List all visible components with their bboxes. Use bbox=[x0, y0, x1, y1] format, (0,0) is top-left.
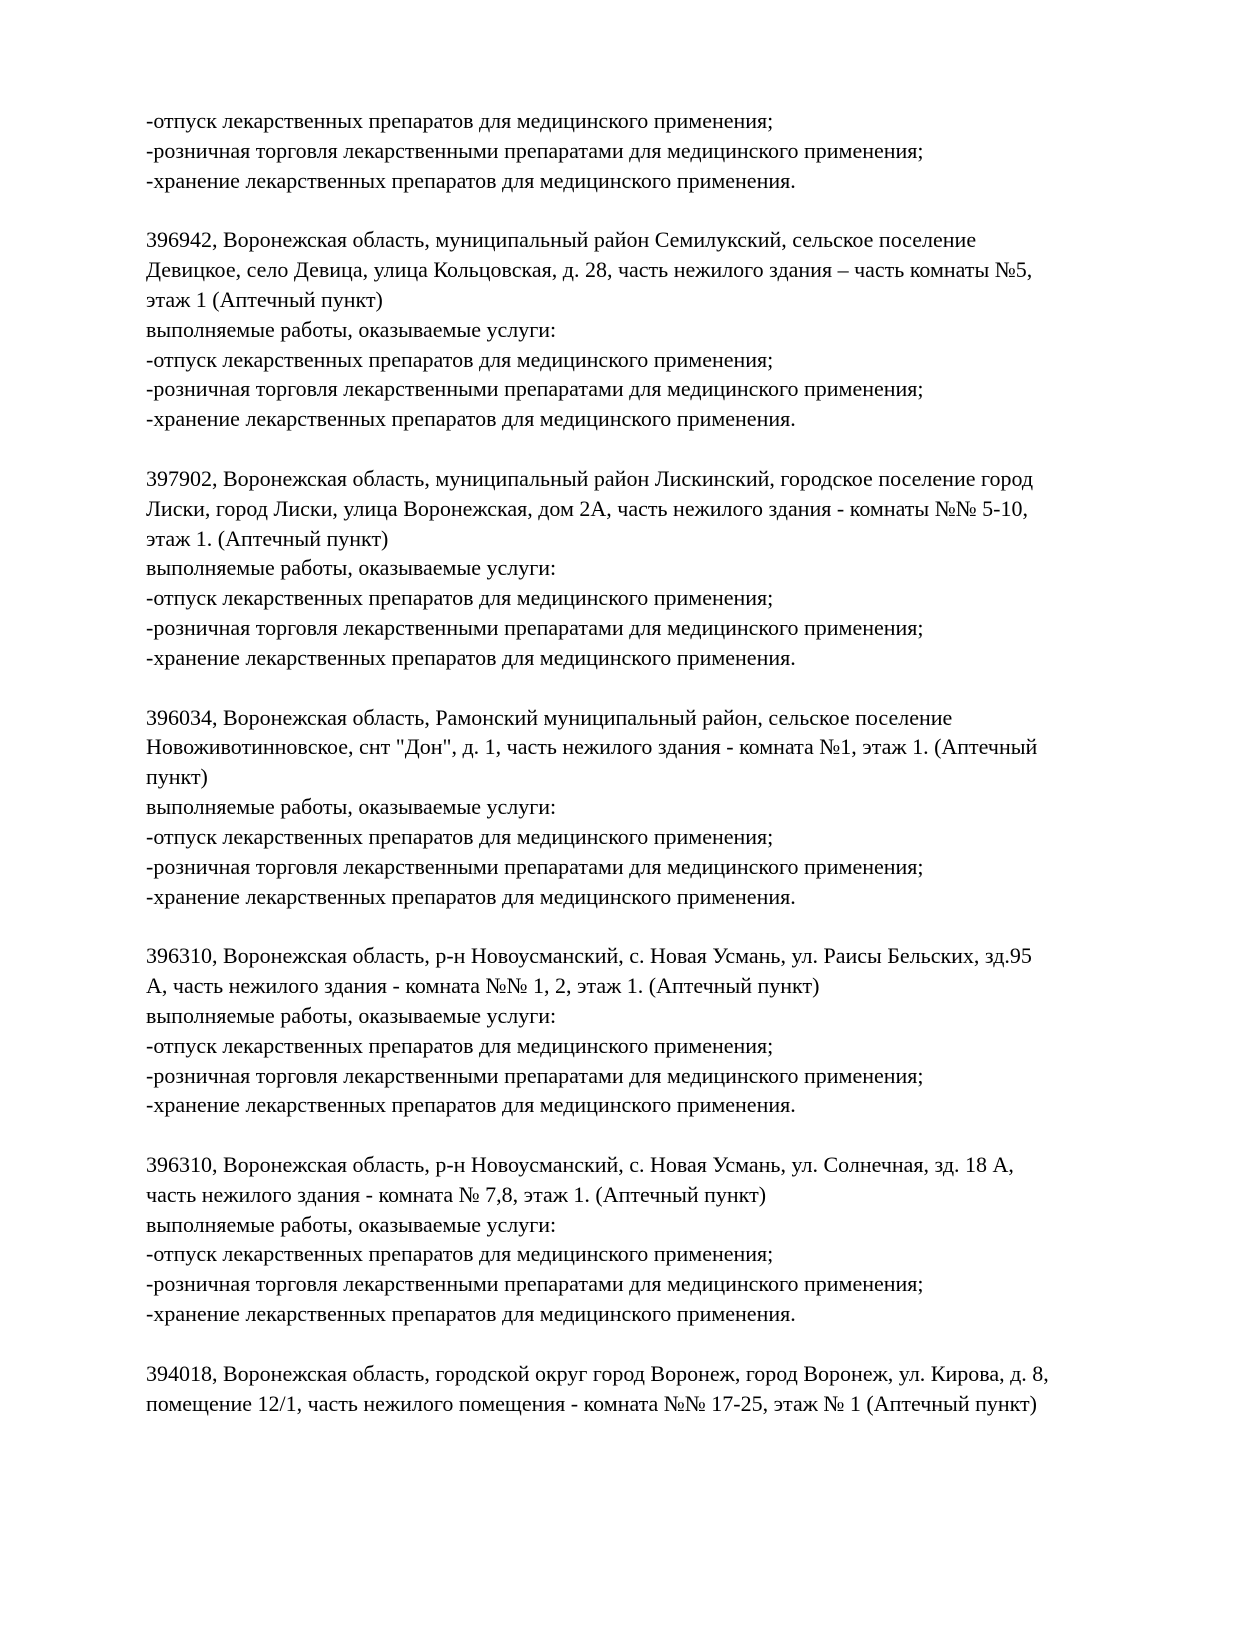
service-line: -хранение лекарственных препаратов для медицинского применения. bbox=[146, 644, 796, 670]
services-heading: выполняемые работы, оказываемые услуги: bbox=[146, 555, 557, 581]
service-line: -розничная торговля лекарственными препаратами для медицинского применения; bbox=[146, 1271, 924, 1297]
address-line: 396034, Воронежская область, Рамонский муниципальный район, сельское поселение bbox=[146, 704, 953, 730]
service-line: -отпуск лекарственных препаратов для медицинского применения; bbox=[146, 585, 774, 611]
address-line: часть нежилого здания - комната № 7,8, этаж 1. (Аптечный пункт) bbox=[146, 1181, 767, 1207]
service-line: -хранение лекарственных препаратов для медицинского применения. bbox=[146, 1301, 796, 1327]
service-line: -отпуск лекарственных препаратов для медицинского применения; bbox=[146, 823, 774, 849]
service-line: -отпуск лекарственных препаратов для медицинского применения; bbox=[146, 108, 774, 133]
services-heading: выполняемые работы, оказываемые услуги: bbox=[146, 1002, 557, 1028]
service-line: -розничная торговля лекарственными препаратами для медицинского применения; bbox=[146, 853, 924, 879]
service-line: -отпуск лекарственных препаратов для медицинского применения; bbox=[146, 1032, 774, 1058]
address-line: Девицкое, село Девица, улица Кольцовская, д. 28, часть нежилого здания – часть комнаты №5, bbox=[146, 257, 1033, 283]
services-heading: выполняемые работы, оказываемые услуги: bbox=[146, 1211, 557, 1237]
address-line: этаж 1 (Аптечный пункт) bbox=[146, 286, 383, 312]
service-line: -отпуск лекарственных препаратов для медицинского применения; bbox=[146, 1241, 774, 1267]
address-line: 396310, Воронежская область, р-н Новоусманский, с. Новая Усмань, ул. Солнечная, зд. 18 А, bbox=[146, 1151, 1014, 1177]
services-heading: выполняемые работы, оказываемые услуги: bbox=[146, 794, 557, 820]
address-block-liski bbox=[146, 464, 1206, 673]
address-block-ramon bbox=[146, 703, 1206, 912]
address-line: Новоживотинновское, снт "Дон", д. 1, часть нежилого здания - комната №1, этаж 1. (Аптечный bbox=[146, 734, 1038, 760]
service-line: -отпуск лекарственных препаратов для медицинского применения; bbox=[146, 346, 774, 372]
address-block-devitsa bbox=[146, 225, 1206, 434]
service-line: -хранение лекарственных препаратов для медицинского применения. bbox=[146, 1092, 796, 1118]
service-line: -розничная торговля лекарственными препаратами для медицинского применения; bbox=[146, 137, 924, 163]
service-line: -розничная торговля лекарственными препаратами для медицинского применения; bbox=[146, 615, 924, 641]
address-line: Лиски, город Лиски, улица Воронежская, дом 2А, часть нежилого здания - комнаты №№ 5-10, bbox=[146, 495, 1028, 521]
address-line: 396942, Воронежская область, муниципальный район Семилукский, сельское поселение bbox=[146, 227, 977, 253]
address-line: пункт) bbox=[146, 764, 208, 790]
address-line: 397902, Воронежская область, муниципальный район Лискинский, городское поселение город bbox=[146, 465, 1034, 491]
address-line: помещение 12/1, часть нежилого помещения - комната №№ 17-25, этаж № 1 (Аптечный пункт) bbox=[146, 1390, 1037, 1416]
service-line: -розничная торговля лекарственными препаратами для медицинского применения; bbox=[146, 376, 924, 402]
address-line: А, часть нежилого здания - комната №№ 1, 2, этаж 1. (Аптечный пункт) bbox=[146, 973, 820, 999]
address-block-novaya-usman-solnechnaya bbox=[146, 1150, 1206, 1329]
address-block-novaya-usman-belskikh bbox=[146, 941, 1206, 1120]
service-line: -хранение лекарственных препаратов для медицинского применения. bbox=[146, 167, 796, 193]
address-block-voronezh-kirova bbox=[146, 1359, 1206, 1419]
services-block-continued bbox=[146, 106, 1206, 195]
address-line: 396310, Воронежская область, р-н Новоусманский, с. Новая Усмань, ул. Раисы Бельских, зд.95 bbox=[146, 943, 1032, 969]
address-line: этаж 1. (Аптечный пункт) bbox=[146, 525, 389, 551]
document-page bbox=[146, 106, 1206, 1448]
service-line: -хранение лекарственных препаратов для медицинского применения. bbox=[146, 883, 796, 909]
service-line: -хранение лекарственных препаратов для медицинского применения. bbox=[146, 406, 796, 432]
services-heading: выполняемые работы, оказываемые услуги: bbox=[146, 316, 557, 342]
service-line: -розничная торговля лекарственными препаратами для медицинского применения; bbox=[146, 1062, 924, 1088]
address-line: 394018, Воронежская область, городской округ город Воронеж, город Воронеж, ул. Кирова, д. 8, bbox=[146, 1360, 1049, 1386]
